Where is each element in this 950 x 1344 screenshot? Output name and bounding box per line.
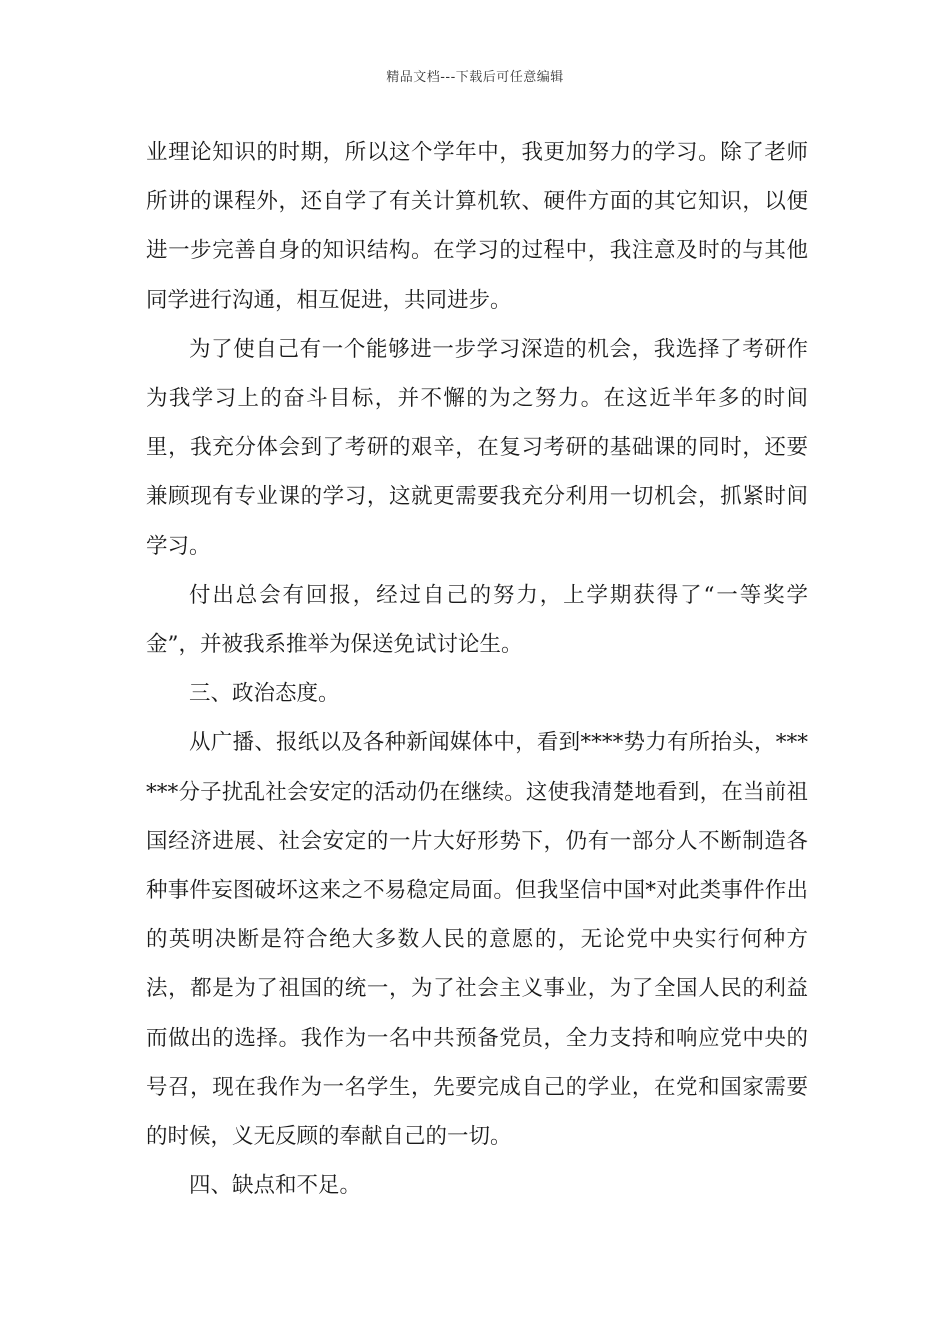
section-heading-political-attitude: 三、政治态度。 <box>189 681 340 707</box>
page-header: 精品文档---下载后可任意编辑 <box>386 70 564 85</box>
document-body <box>146 128 808 1210</box>
section-heading-shortcomings: 四、缺点和不足。 <box>189 1173 362 1199</box>
paragraph-study-continuation: 业理论知识的时期，所以这个学年中，我更加努力的学习。除了老师所讲的课程外，还自学了有关计算机软、硬件方面的其它知识，以便进一步完善自身的知识结构。在学习的过程中，我注意及时的与其他同学进行沟通，相互促进，共同进步。 <box>146 140 808 313</box>
paragraph-postgraduate-goal: 为了使自己有一个能够进一步学习深造的机会，我选择了考研作为我学习上的奋斗目标，并不懈的为之努力。在这近半年多的时间里，我充分体会到了考研的艰辛，在复习考研的基础课的同时，还要兼顾现有专业课的学习，这就更需要我充分利用一切机会，抓紧时间学习。 <box>146 336 808 559</box>
paragraph-political-attitude: 从广播、报纸以及各种新闻媒体中，看到****势力有所抬头，******分子扰乱社会安定的活动仍在继续。这使我清楚地看到，在当前祖国经济进展、社会安定的一片大好形势下，仍有一部分人不断制造各种事件妄图破坏这来之不易稳定局面。但我坚信中国*对此类事件作出的英明决断是符合绝大多数人民的意愿的，无论党中央实行何种方法，都是为了祖国的统一，为了社会主义事业，为了全国人民的利益而做出的选择。我作为一名中共预备党员，全力支持和响应党中央的号召，现在我作为一名学生，先要完成自己的学业，在党和国家需要的时候，义无反顾的奉献自己的一切。 <box>146 730 808 1150</box>
paragraph-scholarship: 付出总会有回报，经过自己的努力，上学期获得了“一等奖学金”，并被我系推举为保送免试讨论生。 <box>146 582 808 658</box>
